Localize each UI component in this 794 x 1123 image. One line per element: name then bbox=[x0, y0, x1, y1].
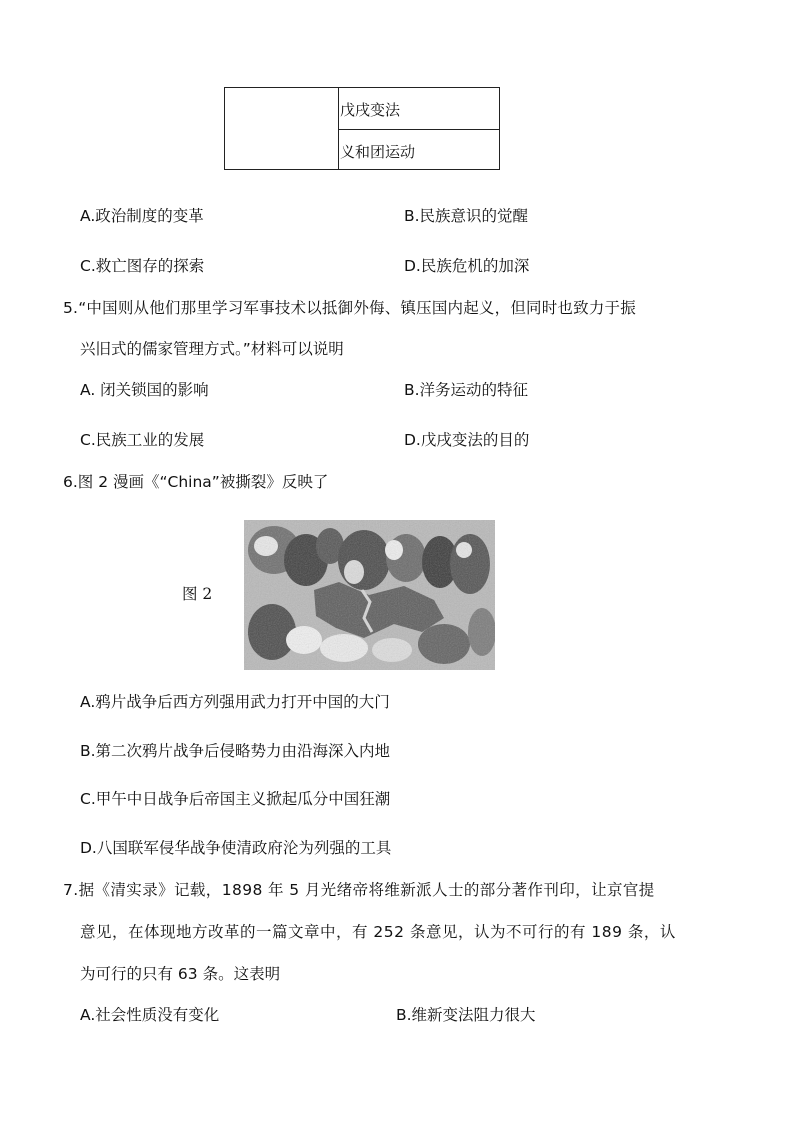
q6-stem: 6.图 2 漫画《“China”被撕裂》反映了 bbox=[63, 473, 329, 491]
q6-option-c[interactable]: C.甲午中日战争后帝国主义掀起瓜分中国狂潮 bbox=[80, 790, 391, 808]
q4-option-c[interactable]: C.救亡图存的探索 bbox=[80, 257, 205, 275]
q5-option-c[interactable]: C.民族工业的发展 bbox=[80, 431, 205, 449]
table-cell-row-2: 义和团运动 bbox=[340, 143, 416, 161]
answer-table bbox=[224, 87, 500, 170]
figure-2-label: 图 2 bbox=[182, 585, 213, 603]
q6-option-d[interactable]: D.八国联军侵华战争使清政府沦为列强的工具 bbox=[80, 839, 392, 857]
q4-option-b[interactable]: B.民族意识的觉醒 bbox=[404, 207, 529, 225]
table-divider-horizontal bbox=[338, 129, 499, 130]
q5-option-d[interactable]: D.戊戌变法的目的 bbox=[404, 431, 530, 449]
q7-stem-line-3: 为可行的只有 63 条。这表明 bbox=[80, 965, 281, 983]
q5-option-b[interactable]: B.洋务运动的特征 bbox=[404, 381, 529, 399]
q6-option-b[interactable]: B.第二次鸦片战争后侵略势力由沿海深入内地 bbox=[80, 742, 391, 760]
q4-option-a[interactable]: A.政治制度的变革 bbox=[80, 207, 204, 225]
cartoon-china-torn-image bbox=[244, 520, 495, 670]
q7-option-a[interactable]: A.社会性质没有变化 bbox=[80, 1006, 220, 1024]
q7-stem-line-2: 意见，在体现地方改革的一篇文章中，有 252 条意见，认为不可行的有 189 条，认 bbox=[80, 923, 676, 941]
q5-option-a[interactable]: A. 闭关锁国的影响 bbox=[80, 381, 209, 399]
q7-stem-line-1: 7.据《清实录》记载，1898 年 5 月光绪帝将维新派人士的部分著作刊印，让京官提 bbox=[63, 881, 655, 899]
q7-option-b[interactable]: B.维新变法阻力很大 bbox=[396, 1006, 536, 1024]
table-cell-row-1: 戊戌变法 bbox=[340, 101, 401, 119]
q6-option-a[interactable]: A.鸦片战争后西方列强用武力打开中国的大门 bbox=[80, 693, 390, 711]
q5-stem-line-2: 兴旧式的儒家管理方式。”材料可以说明 bbox=[80, 340, 344, 358]
q4-option-d[interactable]: D.民族危机的加深 bbox=[404, 257, 530, 275]
q5-stem-line-1: 5.“中国则从他们那里学习军事技术以抵御外侮、镇压国内起义，但同时也致力于振 bbox=[63, 299, 636, 317]
